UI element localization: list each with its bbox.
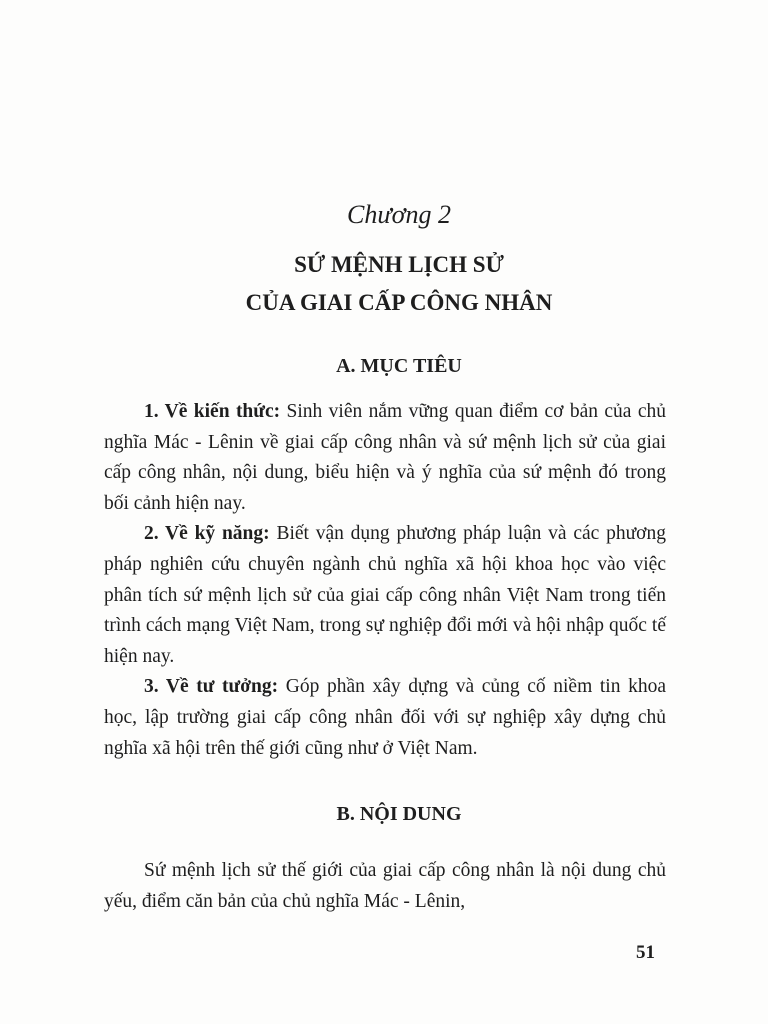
objective-skills-label: 2. Về kỹ năng: [144,523,270,545]
page-number: 51 [636,942,655,963]
objective-knowledge [104,397,666,519]
chapter-title-line-1: SỨ MỆNH LỊCH SỬ [294,252,504,277]
objective-skills [104,519,666,672]
objective-ideology-text: Góp phần xây dựng và củng cố niềm tin khoa học, lập trường giai cấp công nhân đối với sự nghiệp xây dựng chủ nghĩa xã hội trên thế giới cũng như ở Việt Nam. [104,676,666,759]
objective-skills-text: Biết vận dụng phương pháp luận và các phương pháp nghiên cứu chuyên ngành chủ nghĩa xã hội khoa học vào việc phân tích sứ mệnh lịch sử của giai cấp công nhân Việt Nam trong tiến trình cách mạng Việt Nam, trong sự nghiệp đổi mới và hội nhập quốc tế hiện nay. [104,523,666,667]
chapter-label: Chương 2 [347,200,451,229]
objective-knowledge-text: Sinh viên nắm vững quan điểm cơ bản của chủ nghĩa Mác - Lênin về giai cấp công nhân và sứ mệnh lịch sử của giai cấp công nhân, nội dung, biểu hiện và ý nghĩa của sứ mệnh đó trong bối cảnh hiện nay. [104,401,666,514]
objective-knowledge-label: 1. Về kiến thức: [144,401,281,422]
section-a-heading: A. MỤC TIÊU [336,355,462,377]
content-paragraph: Sứ mệnh lịch sử thế giới của giai cấp công nhân là nội dung chủ yếu, điểm căn bản của chủ nghĩa Mác - Lênin, [104,860,666,912]
objective-ideology-label: 3. Về tư tưởng: [144,676,279,698]
section-a-body [104,397,666,764]
section-b-heading: B. NỘI DUNG [336,803,462,825]
chapter-title-line-2: CỦA GIAI CẤP CÔNG NHÂN [245,290,553,315]
chapter-title [0,246,768,322]
section-b-body [104,856,666,917]
objective-ideology [104,672,666,764]
